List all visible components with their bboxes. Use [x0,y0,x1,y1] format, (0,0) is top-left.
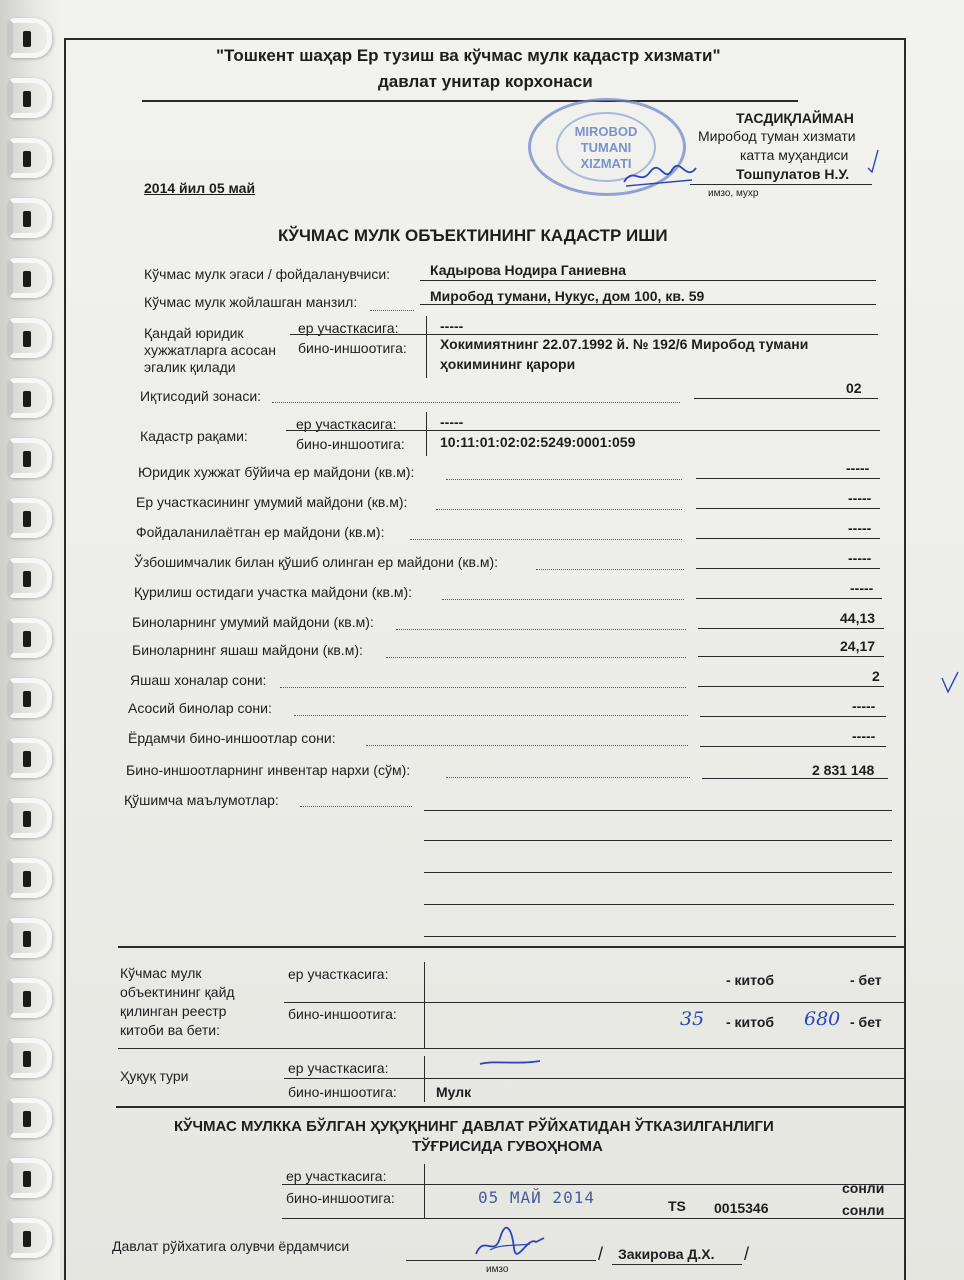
ring-icon [8,1038,52,1078]
register-label [120,964,235,1040]
right-type-building-label: бино-иншоотига: [288,1084,397,1100]
field-leader [446,479,682,480]
registrar-slash-end: / [744,1244,750,1264]
certificate-building-line [282,1218,906,1219]
certificate-land-label: ер участкасига: [286,1168,387,1184]
field-used-land-area-value: ----- [848,520,872,536]
register-building-label: бино-иншоотига: [288,1006,397,1022]
legal-docs-building-value-line2: ҳокимининг қарори [440,356,576,372]
ring-icon [8,378,52,418]
field-leader [294,715,688,716]
ring-icon [8,318,52,358]
field-leader [396,629,686,630]
ring-icon [8,138,52,178]
approval-line1: Миробод туман хизмати [698,128,856,144]
ring-icon [8,978,52,1018]
field-living-area-label: Биноларнинг яшаш майдони (кв.м): [132,642,363,658]
field-leader [386,657,686,658]
dash-mark-icon [478,1056,544,1070]
register-bottom-line [118,1048,906,1049]
additional-line [424,840,892,841]
field-used-land-area-label: Фойдаланилаётган ер майдони (кв.м): [136,524,385,540]
field-living-area-value: 24,17 [840,638,876,654]
ring-icon [8,558,52,598]
register-land-line [284,1002,904,1003]
legal-docs-label-line1: Қандай юридик [144,325,244,341]
register-divider [424,962,425,1048]
cadastre-land-line [286,430,880,431]
approval-line2: катта муҳандиси [740,147,849,163]
register-label-line1: Кўчмас мулк [120,965,202,981]
register-building-page-num: 680 [804,1008,841,1030]
field-leader [410,539,682,540]
cadastre-land-value: ----- [440,414,464,430]
field-aux-buildings-value: ----- [852,728,876,744]
register-building-page: - бет [850,1014,882,1030]
certificate-title-line2: ТЎҒРИСИДА ГУВОҲНОМА [412,1138,603,1155]
legal-docs-label-line3: эгалик қилади [144,359,236,375]
address-label: Кўчмас мулк жойлашган манзил: [144,294,358,310]
certificate-divider [424,1164,425,1218]
field-leader [366,745,688,746]
field-line [700,746,886,747]
right-type-land-label: ер участкасига: [288,1060,389,1076]
ring-icon [8,1158,52,1198]
field-line [700,716,886,717]
certificate-building-series: сонли [842,1202,885,1218]
ring-icon [8,18,52,58]
field-line [698,628,884,629]
field-living-rooms-value: 2 [872,668,880,684]
additional-line [424,904,894,905]
legal-docs-land-label: ер участкасига: [298,320,399,336]
address-value: Миробод тумани, Нукус, дом 100, кв. 59 [430,288,705,304]
ring-icon [8,618,52,658]
ring-icon [8,678,52,718]
economic-zone-value: 02 [846,380,862,396]
ring-icon [8,1098,52,1138]
field-leader [536,569,684,570]
right-type-bottom-rule [116,1106,906,1108]
economic-zone-leader [272,402,680,403]
legal-docs-building-value [440,334,808,374]
register-land-page: - бет [850,972,882,988]
field-aux-buildings-label: Ёрдамчи бино-иншоотлар сони: [128,730,336,746]
owner-label: Кўчмас мулк эгаси / фойдаланувчиси: [144,266,391,282]
right-type-building-value: Мулк [436,1084,472,1100]
stamp-text-line2: TUMANI [580,140,632,155]
approval-caption: имзо, мухр [708,188,759,199]
right-type-divider [424,1056,425,1102]
cadastre-label: Кадастр рақами: [140,428,248,444]
field-line [696,508,880,509]
field-inventory-price-value: 2 831 148 [812,762,875,778]
ring-icon [8,738,52,778]
cadastre-divider [426,412,427,456]
owner-value: Кадырова Нодира Ганиевна [430,262,626,278]
cadastre-land-label: ер участкасига: [296,416,397,432]
additional-line [424,810,892,811]
stamp-text-line3: XIZMATI [580,156,632,171]
registrar-caption: имзо [486,1264,509,1275]
check-mark-icon [866,148,880,174]
field-leader [446,777,690,778]
registrar-name-line [612,1264,742,1265]
approval-title: ТАСДИҚЛАЙМАН [736,110,854,126]
field-line [698,686,884,687]
signature-icon [620,160,700,190]
field-leader [436,509,682,510]
register-label-line4: китоби ва бети: [120,1022,220,1038]
ring-icon [8,798,52,838]
field-building-total-area-value: 44,13 [840,610,876,626]
field-total-land-area-value: ----- [848,490,872,506]
register-land-label: ер участкасига: [288,966,389,982]
field-seized-land-area-value: ----- [848,550,872,566]
org-name-line1: "Тошкент шаҳар Ер тузиш ва кўчмас мулк кадастр хизмати" [216,46,721,65]
owner-line [420,280,876,281]
legal-docs-land-value: ----- [440,318,464,334]
header-rule [142,100,798,102]
register-label-line3: қилинган реестр [120,1003,227,1019]
legal-docs-divider [426,316,427,378]
certificate-building-label: бино-иншоотига: [286,1190,395,1206]
field-line [696,478,880,479]
legal-docs-building-label: бино-иншоотига: [298,340,407,356]
field-building-total-area-label: Биноларнинг умумий майдони (кв.м): [132,614,374,630]
document-date: 2014 йил 05 май [144,180,256,196]
certificate-date-stamp: 05 МАЙ 2014 [478,1188,595,1207]
register-land-book: - китоб [726,972,775,988]
certificate-number: 0015346 [714,1200,769,1216]
field-legal-land-area-label: Юридик хужжат бўйича ер майдони (кв.м): [138,464,415,480]
ring-icon [8,258,52,298]
certificate-land-series: сонли [842,1180,885,1196]
additional-line [424,936,896,937]
economic-zone-label: Иқтисодий зонаси: [140,388,262,404]
field-line [696,568,880,569]
ring-icon [8,918,52,958]
cadastre-building-value: 10:11:01:02:02:5249:0001:059 [440,434,636,450]
field-total-land-area-label: Ер участкасининг умумий майдони (кв.м): [136,494,408,510]
legal-docs-building-value-line1: Хокимиятнинг 22.07.1992 й. № 192/6 Миробод тумани [440,336,809,352]
field-inventory-price-label: Бино-иншоотларнинг инвентар нархи (сўм): [126,762,411,778]
cadastre-building-label: бино-иншоотига: [296,436,405,452]
binder-rings [0,0,60,1280]
register-building-book-num: 35 [680,1008,705,1030]
field-built-land-area-label: Қурилиш остидаги участка майдони (кв.м): [134,584,413,600]
ring-icon [8,198,52,238]
certificate-land-line [282,1184,906,1185]
field-living-rooms-label: Яшаш хоналар сони: [130,672,267,688]
field-line [698,656,884,657]
section-rule [118,946,904,948]
certificate-prefix: TS [668,1198,686,1214]
right-type-land-line [284,1078,904,1079]
right-type-label: Ҳуқуқ тури [120,1068,189,1084]
field-main-buildings-value: ----- [852,698,876,714]
org-name-line2: давлат унитар корхонаси [378,72,593,91]
additional-leader [300,806,412,807]
field-leader [442,599,684,600]
register-label-line2: объектининг қайд [120,984,235,1000]
additional-line [424,872,892,873]
register-building-book: - китоб [726,1014,775,1030]
field-line [696,538,880,539]
certificate-title-line1: КЎЧМАС МУЛККА БЎЛГАН ҲУҚУҚНИНГ ДАВЛАТ РЎЙХАТИДАН ЎТКАЗИЛГАНЛИГИ [174,1118,774,1135]
approval-name: Тошпулатов Н.У. [736,166,850,182]
ring-icon [8,858,52,898]
registrar-name: Закирова Д.Х. [618,1246,715,1262]
field-leader [280,687,686,688]
additional-label: Қўшимча маълумотлар: [124,792,279,808]
document-title: КЎЧМАС МУЛК ОБЪЕКТИНИНГ КАДАСТР ИШИ [278,226,668,245]
field-seized-land-area-label: Ўзбошимчалик билан қўшиб олинган ер майдони (кв.м): [134,554,499,570]
field-built-land-area-value: ----- [850,580,874,596]
address-line [420,304,876,305]
check-mark-icon [940,670,960,696]
address-leader [370,310,414,311]
approval-sign-line [690,184,872,185]
legal-docs-label [144,325,276,376]
document-frame [64,38,906,1280]
economic-zone-line [694,398,878,399]
field-main-buildings-label: Асосий бинолар сони: [128,700,272,716]
field-line [696,598,882,599]
registrar-signature-icon [470,1224,550,1260]
legal-docs-label-line2: хужжатларга асосан [144,342,276,358]
stamp-text-line1: MIROBOD [574,124,638,139]
field-line [702,778,888,779]
registrar-slash: / [598,1244,604,1264]
registrar-label: Давлат рўйхатига олувчи ёрдамчиси [112,1238,350,1254]
ring-icon [8,1218,52,1258]
ring-icon [8,78,52,118]
field-legal-land-area-value: ----- [846,460,870,476]
ring-icon [8,438,52,478]
registrar-sign-line [406,1260,596,1261]
ring-icon [8,498,52,538]
